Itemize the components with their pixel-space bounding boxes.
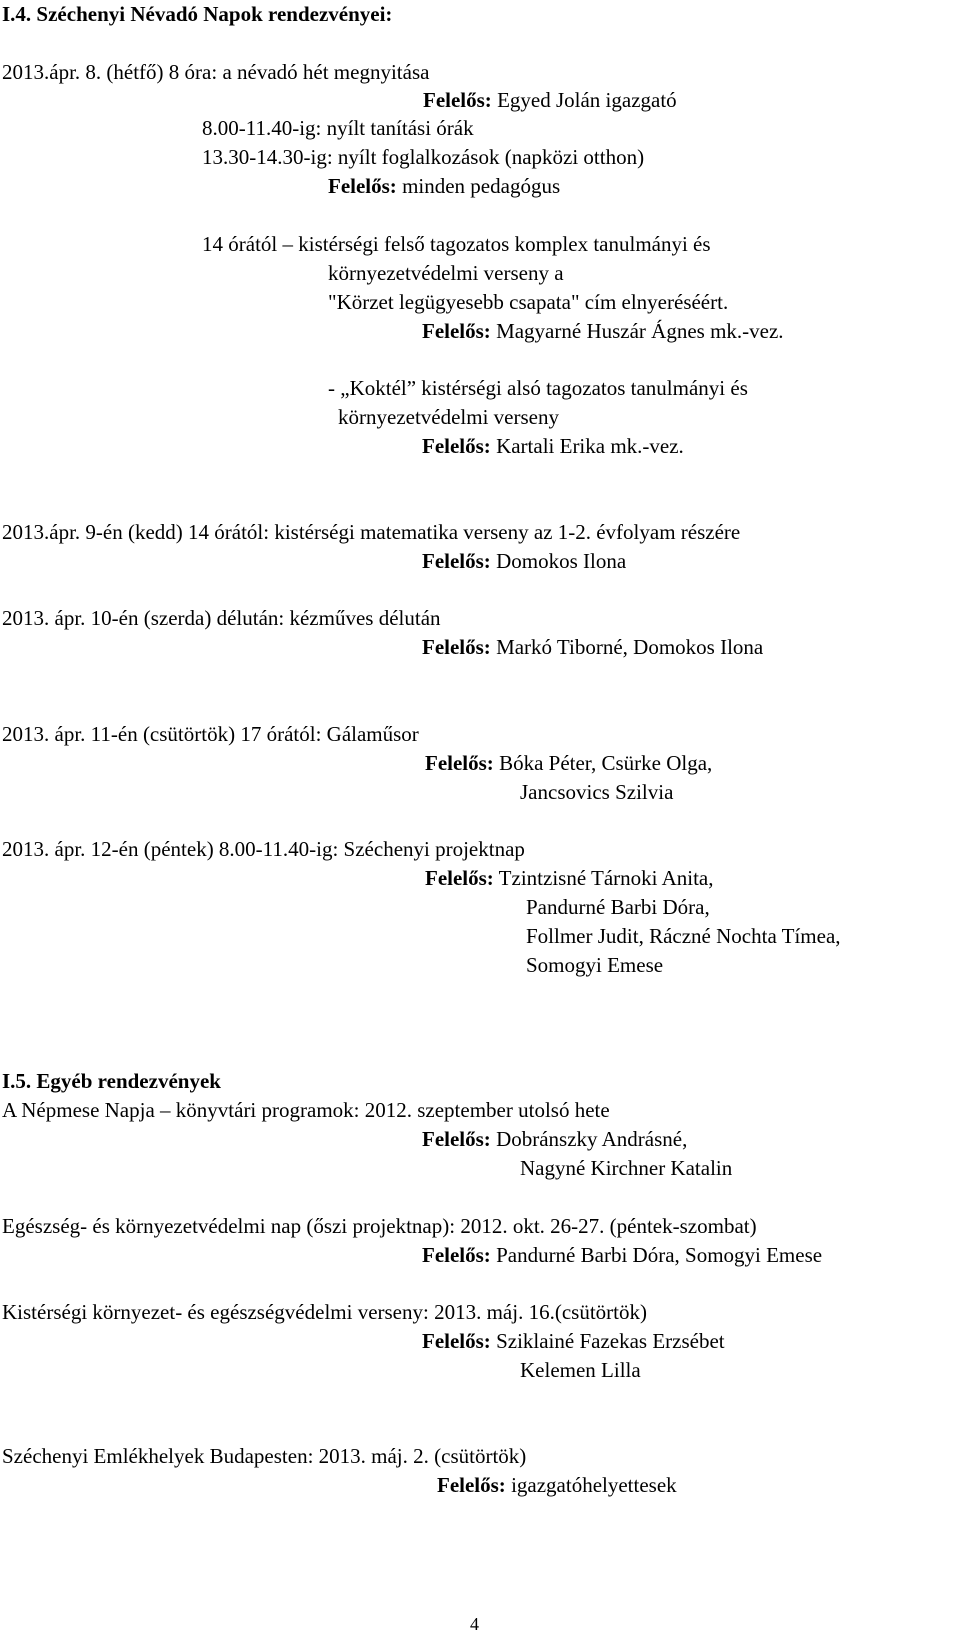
- responsible-line: [422, 1241, 822, 1269]
- responsible-label: Felelős:: [422, 434, 491, 458]
- responsible-value: Sziklainé Fazekas Erzsébet: [490, 1329, 725, 1353]
- responsible-label: Felelős:: [422, 635, 491, 659]
- responsible-value: Magyarné Huszár Ágnes mk.-vez.: [490, 319, 784, 343]
- responsible-value: Tzintzisné Tárnoki Anita,: [493, 866, 714, 890]
- responsible-value: Markó Tiborné, Domokos Ilona: [490, 635, 764, 659]
- responsible-line: [422, 1327, 725, 1355]
- responsible-continuation: Kelemen Lilla: [520, 1358, 641, 1382]
- schedule-line: 8.00-11.40-ig: nyílt tanítási órák: [202, 116, 474, 140]
- folktale-day-line: A Népmese Napja – könyvtári programok: 2012. szeptember utolsó hete: [2, 1098, 610, 1122]
- responsible-label: Felelős:: [425, 866, 494, 890]
- responsible-line: [423, 86, 677, 114]
- responsible-label: Felelős:: [425, 751, 494, 775]
- competition-line: "Körzet legügyesebb csapata" cím elnyeréséért.: [328, 290, 729, 314]
- responsible-label: Felelős:: [423, 88, 492, 112]
- page-number: 4: [470, 1614, 479, 1634]
- responsible-line: [422, 633, 763, 661]
- responsible-label: Felelős:: [422, 1127, 491, 1151]
- event-apr10-line: 2013. ápr. 10-én (szerda) délután: kézműves délután: [2, 606, 441, 630]
- responsible-label: Felelős:: [422, 1243, 491, 1267]
- responsible-line: [425, 864, 714, 892]
- responsible-value: Bóka Péter, Csürke Olga,: [493, 751, 713, 775]
- event-apr12-line: 2013. ápr. 12-én (péntek) 8.00-11.40-ig: Széchenyi projektnap: [2, 837, 525, 861]
- event-apr11-line: 2013. ápr. 11-én (csütörtök) 17 órától: Gálaműsor: [2, 722, 419, 746]
- responsible-value: Pandurné Barbi Dóra, Somogyi Emese: [490, 1243, 823, 1267]
- responsible-value: Dobránszky Andrásné,: [490, 1127, 688, 1151]
- regional-competition-line: Kistérségi környezet- és egészségvédelmi verseny: 2013. máj. 16.(csütörtök): [2, 1300, 647, 1324]
- section-heading-i5: I.5. Egyéb rendezvények: [2, 1069, 221, 1093]
- responsible-value: Kartali Erika mk.-vez.: [490, 434, 684, 458]
- responsible-continuation: Follmer Judit, Ráczné Nochta Tímea,: [526, 924, 841, 948]
- responsible-line: [437, 1471, 677, 1499]
- section-heading-i4: I.4. Széchenyi Névadó Napok rendezvényei:: [2, 2, 393, 26]
- responsible-continuation: Pandurné Barbi Dóra,: [526, 895, 710, 919]
- responsible-value: Domokos Ilona: [490, 549, 627, 573]
- responsible-line: [422, 317, 784, 345]
- responsible-continuation: Nagyné Kirchner Katalin: [520, 1156, 733, 1180]
- responsible-label: Felelős:: [422, 319, 491, 343]
- responsible-line: [425, 749, 712, 777]
- event-apr8-line: 2013.ápr. 8. (hétfő) 8 óra: a névadó hét megnyitása: [2, 60, 430, 84]
- competition-line: 14 órától – kistérségi felső tagozatos komplex tanulmányi és: [202, 232, 711, 256]
- responsible-label: Felelős:: [328, 174, 397, 198]
- health-day-line: Egészség- és környezetvédelmi nap (őszi projektnap): 2012. okt. 26-27. (péntek-szombat): [2, 1214, 757, 1238]
- responsible-value: minden pedagógus: [396, 174, 561, 198]
- responsible-line: [422, 1125, 687, 1153]
- memorial-visit-line: Széchenyi Emlékhelyek Budapesten: 2013. máj. 2. (csütörtök): [2, 1444, 527, 1468]
- responsible-line: [422, 432, 684, 460]
- responsible-line: [422, 547, 626, 575]
- responsible-line: [328, 172, 560, 200]
- event-apr9-line: 2013.ápr. 9-én (kedd) 14 órától: kistérségi matematika verseny az 1-2. évfolyam részére: [2, 520, 741, 544]
- competition-line: - „Koktél” kistérségi alsó tagozatos tanulmányi és: [328, 376, 748, 400]
- responsible-continuation: Somogyi Emese: [526, 953, 664, 977]
- responsible-continuation: Jancsovics Szilvia: [520, 780, 674, 804]
- competition-line: környezetvédelmi verseny a: [328, 261, 564, 285]
- schedule-line: 13.30-14.30-ig: nyílt foglalkozások (napközi otthon): [202, 145, 645, 169]
- responsible-label: Felelős:: [437, 1473, 506, 1497]
- responsible-value: Egyed Jolán igazgató: [491, 88, 677, 112]
- responsible-label: Felelős:: [422, 1329, 491, 1353]
- competition-line: környezetvédelmi verseny: [338, 405, 559, 429]
- responsible-label: Felelős:: [422, 549, 491, 573]
- responsible-value: igazgatóhelyettesek: [505, 1473, 677, 1497]
